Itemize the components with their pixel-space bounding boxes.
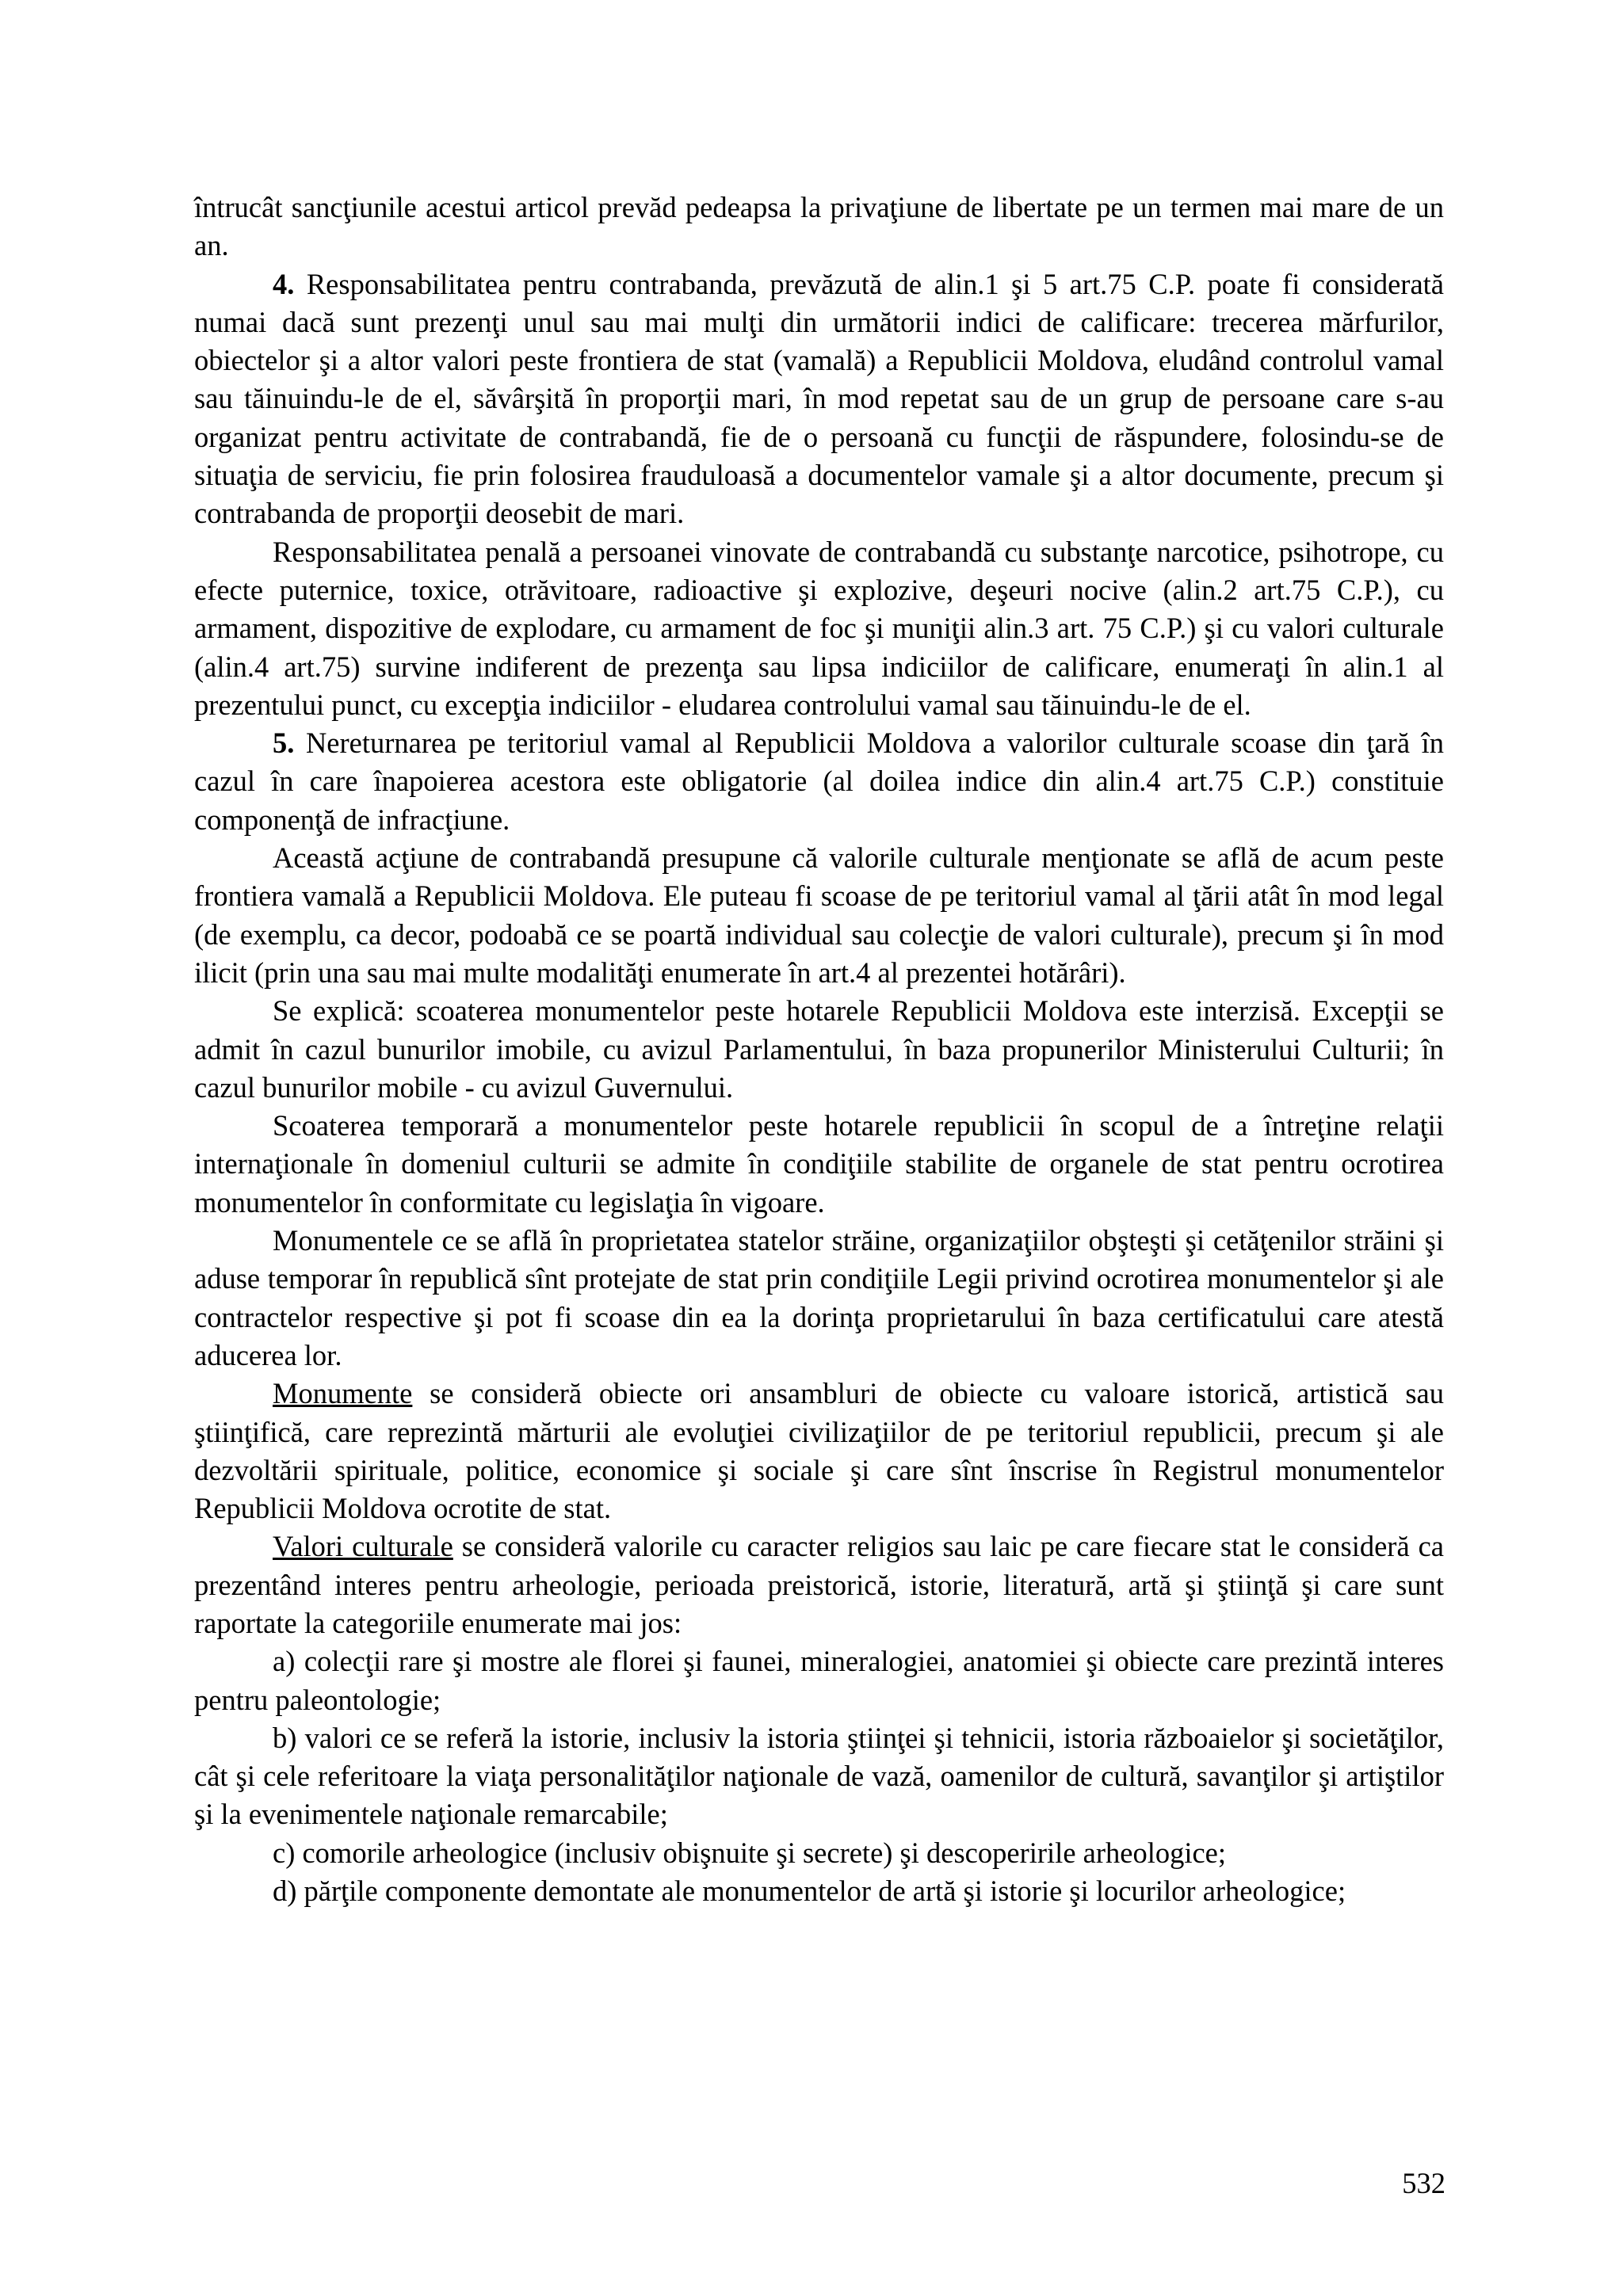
paragraph-text: Responsabilitatea pentru contrabanda, prevăzută de alin.1 şi 5 art.75 C.P. poate fi considerată numai dacă sunt prezenţi unul sau mai mulţi din următorii indici de calificare: trecerea mărfurilor, obiectelor şi a altor valori peste frontiera de stat (vamală) a Republicii Moldova, eludând controlul vamal sau tăinuindu-le de el, săvârşită în proporţii mari, în mod repetat sau de un grup de persoane care s-au organizat pentru activitate de contrabandă, fie de o persoană cu funcţii de răspundere, folosindu-se de situaţia de serviciu, fie prin folosirea frauduloasă a documentelor vamale şi a altor documente, precum şi contrabanda de proporţii deosebit de mari. <box>194 267 1444 530</box>
paragraph-number: 5. <box>273 727 295 760</box>
paragraph-cultural-values-definition <box>194 1527 1444 1642</box>
paragraph-foreign-monuments: Monumentele ce se află în proprietatea statelor străine, organizaţiilor obşteşti şi cetăţenilor străini şi aduse temporar în republică sînt protejate de stat prin condiţiile Legii privind ocrotirea monumentelor şi ale contractelor respective şi pot fi scoase din ea la dorinţa proprietarului în baza certificatului care atestă aducerea lor. <box>194 1224 1444 1371</box>
list-item: b) valori ce se referă la istorie, inclusiv la istoria ştiinţei şi tehnicii, istoria războaielor şi societăţilor, cât şi cele referitoare la viaţa personalităţilor naţionale de vază, oamenilor de cultură, savanţilor şi artiştilor şi la evenimentele naţionale remarcabile; <box>194 1721 1444 1831</box>
paragraph-text: se consideră valorile cu caracter religios sau laic pe care fiecare stat le consideră ca prezentând interes pentru arheologie, perioada preistorică, istorie, literatură, artă şi ştiinţă şi care sunt raportate la categoriile enumerate mai jos: <box>194 1530 1444 1639</box>
term-valori-culturale: Valori culturale <box>273 1530 453 1563</box>
term-monumente: Monumente <box>273 1377 413 1410</box>
paragraph-5 <box>194 724 1444 839</box>
paragraph-explanation: Se explică: scoaterea monumentelor peste hotarele Republicii Moldova este interzisă. Excepţii se admit în cazul bunurilor imobile, cu avizul Parlamentului, în baza propunerilor Ministerului Culturii; în cazul bunurilor mobile - cu avizul Guvernului. <box>194 994 1444 1104</box>
list-item: a) colecţii rare şi mostre ale florei şi faunei, mineralogiei, anatomiei şi obiecte care prezintă interes pentru paleontologie; <box>194 1645 1444 1716</box>
paragraph-contraband-action: Această acţiune de contrabandă presupune că valorile culturale menţionate se află de acum peste frontiera vamală a Republicii Moldova. Ele puteau fi scoase de pe teritoriul vamal al ţării atât în mod legal (de exemplu, ca decor, podoabă ce se poartă individual sau colecţie de valori culturale), precum şi în mod ilicit (prin una sau mai multe modalităţi enumerate în art.4 al prezentei hotărâri). <box>194 841 1444 989</box>
paragraph-monuments-definition <box>194 1375 1444 1527</box>
list-item: d) părţile componente demontate ale monumentelor de artă şi istorie şi locurilor arheologice; <box>273 1875 1346 1908</box>
paragraph-penal-responsibility: Responsabilitatea penală a persoanei vinovate de contrabandă cu substanţe narcotice, psihotrope, cu efecte puternice, toxice, otrăvitoare, radioactive şi explozive, deşeuri nocive (alin.2 art.75 C.P.), cu armament, dispozitive de explodare, cu armament de foc şi muniţii alin.3 art. 75 C.P.) şi cu valori culturale (alin.4 art.75) survine indiferent de prezenţa sau lipsa indiciilor de calificare, enumeraţi în alin.1 al prezentului punct, cu excepţia indiciilor - eludarea controlului vamal sau tăinuindu-le de el. <box>194 535 1444 721</box>
paragraph-continuation: întrucât sancţiunile acestui articol prevăd pedeapsa la privaţiune de libertate pe un termen mai mare de un an. <box>194 191 1444 262</box>
paragraph-4 <box>194 265 1444 533</box>
paragraph-text: se consideră obiecte ori ansambluri de obiecte cu valoare istorică, artistică sau ştiinţifică, care reprezintă mărturii ale evoluţiei civilizaţiilor de pe teritoriul republicii, precum şi ale dezvoltării spirituale, politice, economice şi sociale şi care sînt înscrise în Registrul monumentelor Republicii Moldova ocrotite de stat. <box>194 1377 1444 1525</box>
page-number: 532 <box>1402 2167 1445 2199</box>
list-item: c) comorile arheologice (inclusiv obişnuite şi secrete) şi descoperirile arheologice; <box>273 1836 1227 1869</box>
paragraph-temporary-export: Scoaterea temporară a monumentelor peste hotarele republicii în scopul de a întreţine relaţii internaţionale în domeniul culturii se admite în condiţiile stabilite de organele de stat pentru ocrotirea monumentelor în conformitate cu legislaţia în vigoare. <box>194 1109 1444 1219</box>
paragraph-text: Nereturnarea pe teritoriul vamal al Republicii Moldova a valorilor culturale scoase din ţară în cazul în care înapoierea acestora este obligatorie (al doilea indice din alin.4 art.75 C.P.) constituie componenţă de infracţiune. <box>194 727 1444 836</box>
document-body <box>194 189 1444 1910</box>
paragraph-number: 4. <box>273 267 295 300</box>
